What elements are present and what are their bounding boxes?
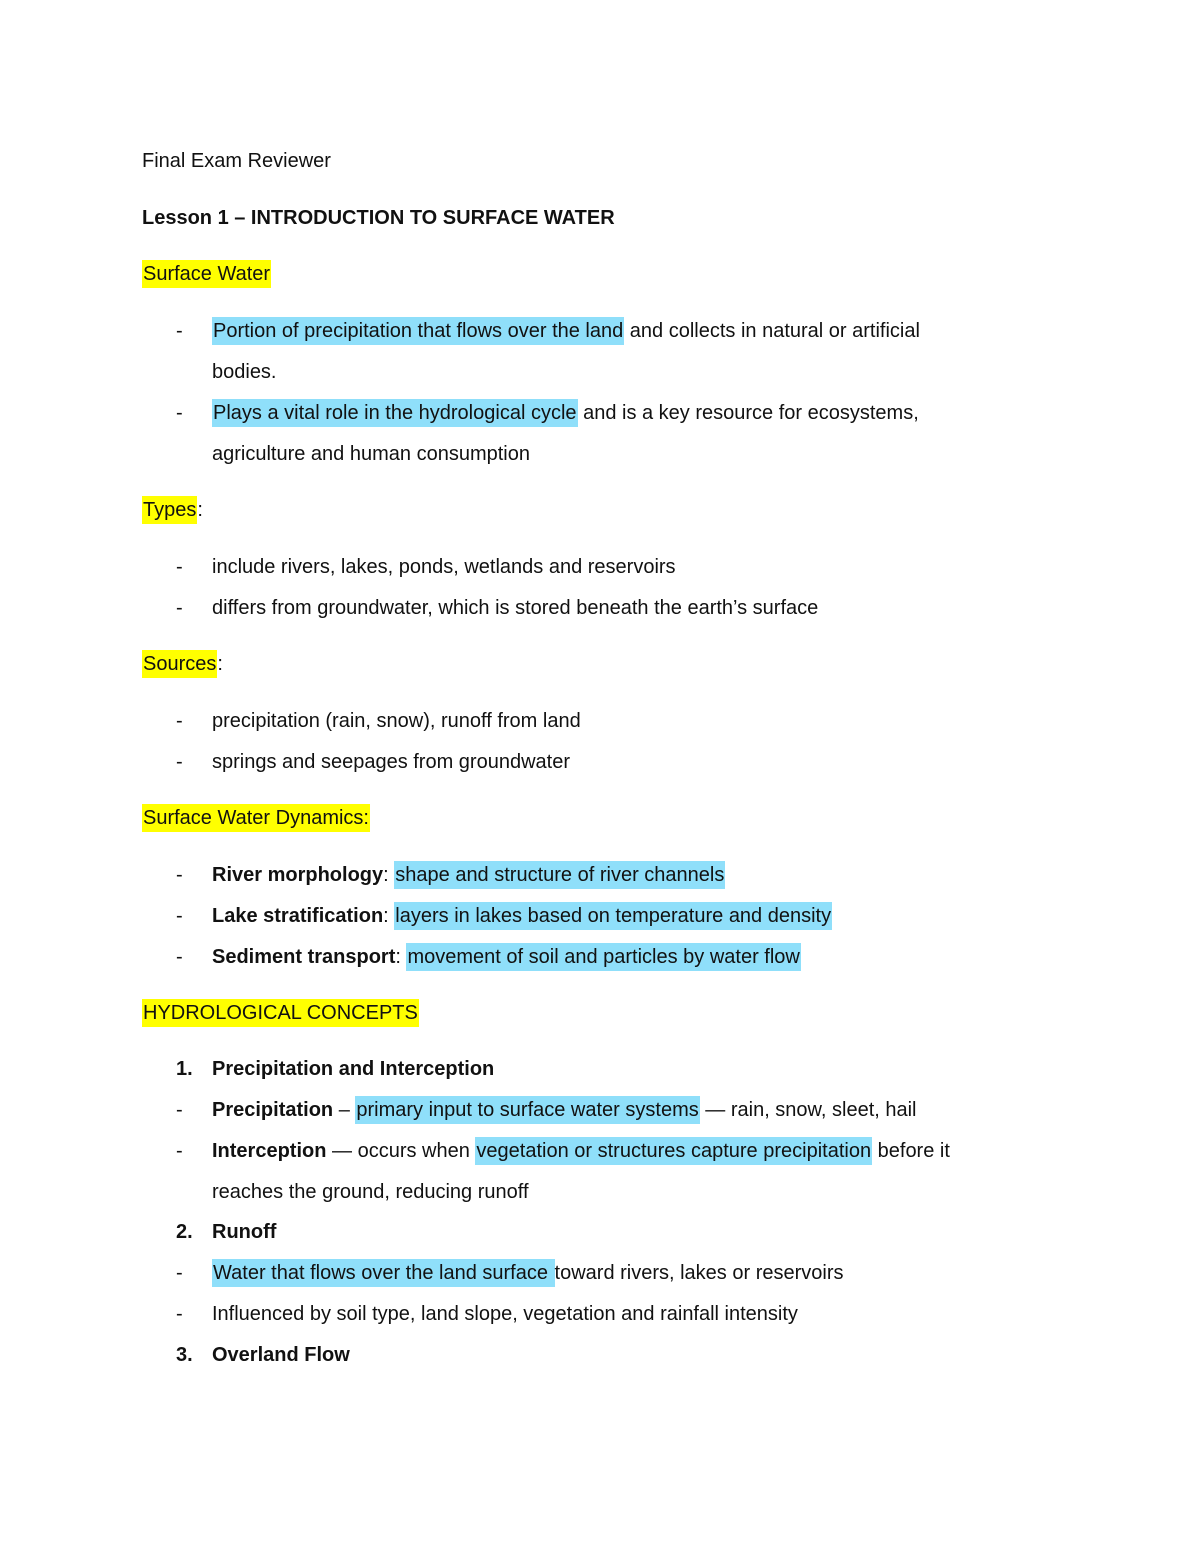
text: Influenced by soil type, land slope, vegetation and rainfall intensity	[212, 1303, 798, 1325]
text: include rivers, lakes, ponds, wetlands and reservoirs	[212, 556, 676, 578]
list-item	[212, 399, 919, 427]
section-heading	[142, 804, 370, 832]
section-heading	[142, 999, 419, 1027]
section-heading	[142, 260, 271, 288]
list-item	[212, 943, 801, 971]
text: bodies.	[212, 361, 277, 383]
blue-highlight-text: layers in lakes based on temperature and density	[394, 902, 832, 930]
bold-term: Interception	[212, 1140, 327, 1162]
yellow-highlight-text: Types	[142, 496, 197, 524]
list-number: 1.	[176, 1058, 193, 1080]
bullet-dash: -	[176, 1303, 183, 1325]
bullet-dash: -	[176, 1262, 183, 1284]
text: springs and seepages from groundwater	[212, 751, 570, 773]
section-heading	[142, 204, 615, 232]
list-item	[212, 1055, 494, 1083]
list-item	[212, 748, 570, 776]
list-number: 2.	[176, 1221, 193, 1243]
blue-highlight-text: movement of soil and particles by water flow	[406, 943, 800, 971]
blue-highlight-text: vegetation or structures capture precipitation	[475, 1137, 872, 1165]
bold-term: River morphology	[212, 864, 384, 886]
list-item	[212, 1259, 844, 1287]
bold-term: Precipitation and Interception	[212, 1058, 495, 1080]
list-item	[212, 553, 676, 581]
bold-term: Lesson 1 – INTRODUCTION TO SURFACE WATER	[142, 207, 615, 229]
text: before it	[872, 1140, 950, 1162]
bold-term: Lake stratification	[212, 905, 384, 927]
text: — rain, snow, sleet, hail	[699, 1099, 917, 1121]
yellow-highlight-text: HYDROLOGICAL CONCEPTS	[142, 999, 419, 1027]
text: precipitation (rain, snow), runoff from land	[212, 710, 581, 732]
text: Final Exam Reviewer	[142, 150, 331, 172]
text: differs from groundwater, which is stored beneath the earth’s surface	[212, 597, 819, 619]
bullet-dash: -	[176, 946, 183, 968]
blue-highlight-text: primary input to surface water systems	[355, 1096, 699, 1124]
list-item	[212, 861, 725, 889]
text: and is a key resource for ecosystems,	[577, 402, 919, 424]
blue-highlight-text: Plays a vital role in the hydrological cycle	[212, 399, 578, 427]
bullet-dash: -	[176, 864, 183, 886]
text: :	[217, 653, 223, 675]
text: :	[383, 905, 395, 927]
yellow-highlight-text: Sources	[142, 650, 217, 678]
list-item	[212, 707, 581, 735]
bold-term: Precipitation	[212, 1099, 334, 1121]
blue-highlight-text: shape and structure of river channels	[394, 861, 725, 889]
section-heading	[142, 650, 223, 678]
list-item	[212, 1137, 950, 1165]
text: :	[395, 946, 407, 968]
list-item	[212, 1096, 917, 1124]
text: agriculture and human consumption	[212, 443, 530, 465]
list-item-continuation	[212, 1178, 529, 1206]
bold-term: Runoff	[212, 1221, 277, 1243]
text: –	[333, 1099, 356, 1121]
section-heading	[142, 147, 331, 175]
list-item	[212, 594, 818, 622]
list-item	[212, 1300, 798, 1328]
bullet-dash: -	[176, 710, 183, 732]
bullet-dash: -	[176, 320, 183, 342]
text: reaches the ground, reducing runoff	[212, 1181, 529, 1203]
yellow-highlight-text: Surface Water Dynamics:	[142, 804, 370, 832]
text: and collects in natural or artificial	[624, 320, 920, 342]
bullet-dash: -	[176, 1099, 183, 1121]
bold-term: Overland Flow	[212, 1344, 350, 1366]
list-item	[212, 902, 832, 930]
bullet-dash: -	[176, 597, 183, 619]
text: — occurs when	[326, 1140, 476, 1162]
bullet-dash: -	[176, 751, 183, 773]
list-item	[212, 1341, 350, 1369]
list-item	[212, 317, 920, 345]
bullet-dash: -	[176, 556, 183, 578]
section-heading	[142, 496, 203, 524]
blue-highlight-text: Portion of precipitation that flows over the land	[212, 317, 624, 345]
bullet-dash: -	[176, 1140, 183, 1162]
bold-term: Sediment transport	[212, 946, 396, 968]
yellow-highlight-text: Surface Water	[142, 260, 271, 288]
blue-highlight-text: Water that flows over the land surface	[212, 1259, 555, 1287]
list-number: 3.	[176, 1344, 193, 1366]
text: toward rivers, lakes or reservoirs	[554, 1262, 844, 1284]
text: :	[197, 499, 203, 521]
list-item	[212, 1218, 276, 1246]
list-item-continuation	[212, 358, 277, 386]
bullet-dash: -	[176, 402, 183, 424]
text: :	[383, 864, 395, 886]
bullet-dash: -	[176, 905, 183, 927]
list-item-continuation	[212, 440, 530, 468]
